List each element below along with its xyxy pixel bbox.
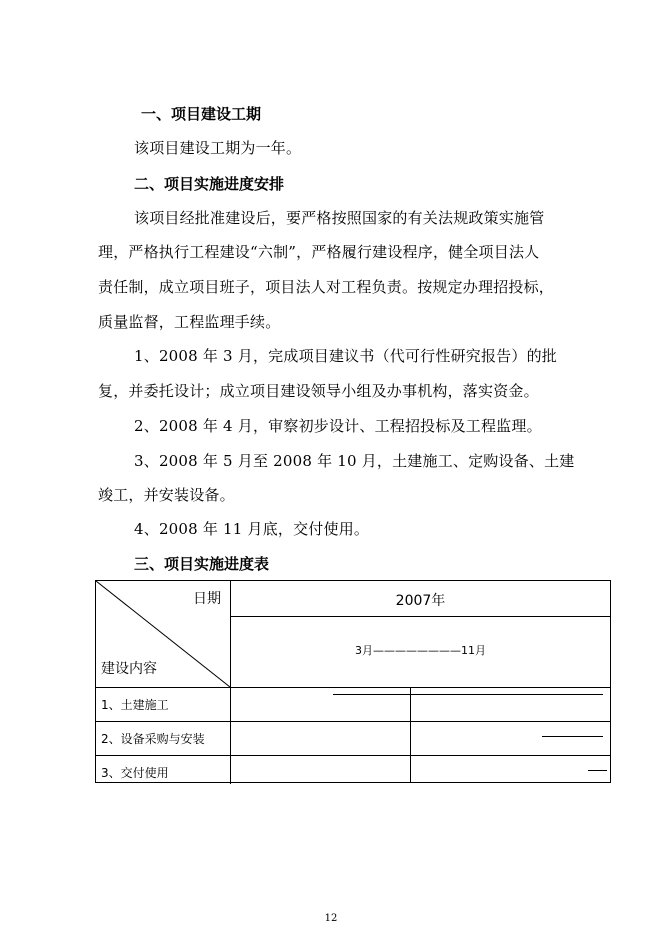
schedule-item-1-line: 复，并委托设计；成立项目建设领导小组及办事机构，落实资金。 xyxy=(98,382,539,400)
corner-date-label: 日期 xyxy=(193,591,221,607)
section-1-text: 该项目建设工期为一年。 xyxy=(134,139,302,157)
row-label: 1、土建施工 xyxy=(101,698,169,712)
row-label: 2、设备采购与安装 xyxy=(101,732,205,746)
row-label: 3、交付使用 xyxy=(101,766,169,780)
corner-content-label: 建设内容 xyxy=(101,661,157,677)
schedule-item-2: 2、2008 年 4 月，审察初步设计、工程招投标及工程监理。 xyxy=(134,417,542,435)
schedule-item-3-line: 3、2008 年 5 月至 2008 年 10 月，土建施工、定购设备、土建 xyxy=(134,452,575,470)
section-3-title: 三、项目实施进度表 xyxy=(134,555,270,573)
section-2-paragraph-line: 理，严格执行工程建设“六制”，严格履行建设程序，健全项目法人 xyxy=(98,243,540,261)
progress-table xyxy=(95,580,611,783)
section-1-title: 一、项目建设工期 xyxy=(141,105,262,123)
progress-bar xyxy=(588,770,607,771)
progress-bar xyxy=(333,694,604,695)
schedule-item-3-line: 竣工，并安装设备。 xyxy=(98,486,235,504)
section-2-paragraph-line: 质量监督，工程监理手续。 xyxy=(98,313,281,331)
section-2-paragraph-line: 该项目经批准建设后，要严格按照国家的有关法规政策实施管 xyxy=(134,209,545,227)
year-header: 2007年 xyxy=(395,593,446,609)
page-number: 12 xyxy=(324,913,338,924)
months-header: 3月————————11月 xyxy=(355,644,486,657)
section-2-paragraph-line: 责任制，成立项目班子，项目法人对工程负责。按规定办理招投标， xyxy=(98,278,555,296)
schedule-item-1-line: 1、2008 年 3 月，完成项目建议书（代可行性研究报告）的批 xyxy=(134,347,557,365)
section-2-title: 二、项目实施进度安排 xyxy=(134,175,285,193)
schedule-item-4: 4、2008 年 11 月底，交付使用。 xyxy=(134,520,370,538)
progress-bar xyxy=(542,736,603,737)
